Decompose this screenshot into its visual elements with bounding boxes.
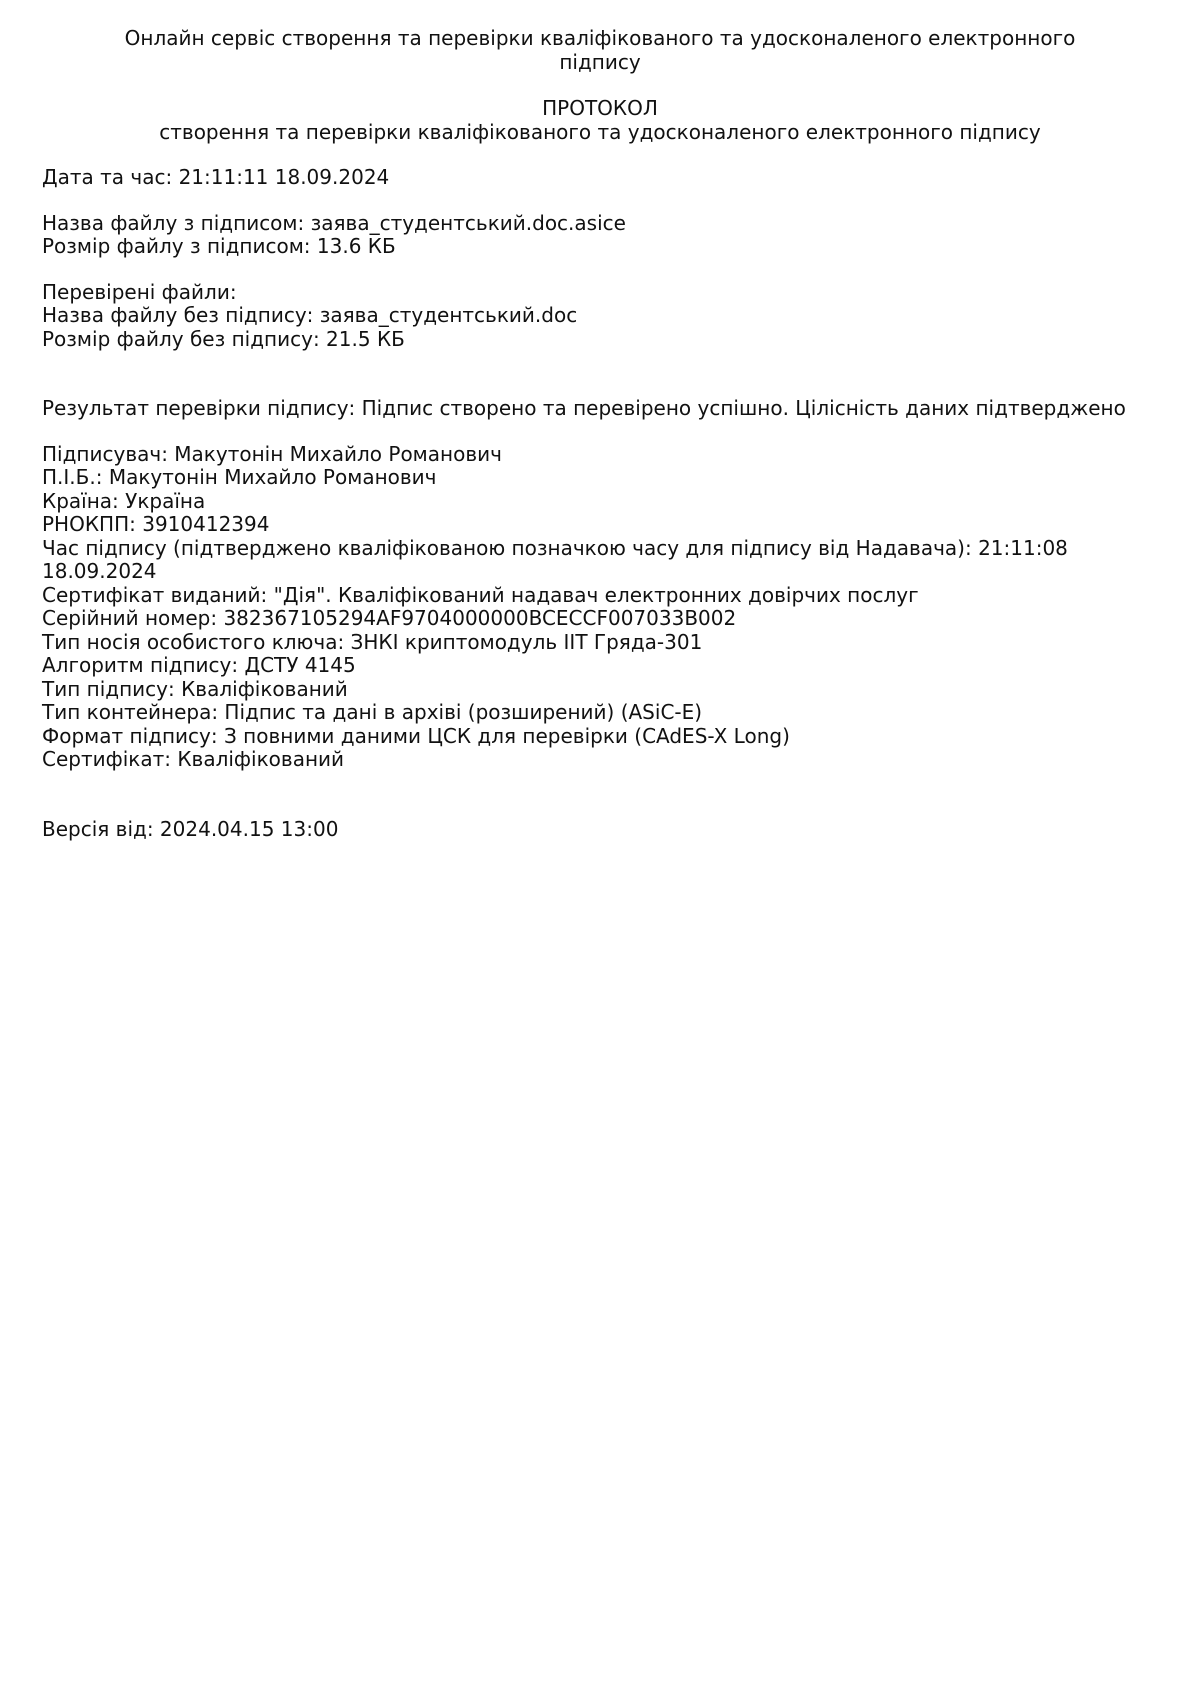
checked-files-heading: Перевірені файли: — [42, 279, 237, 304]
sign-time-line: Час підпису (підтверджено кваліфікованою позначкою часу для підпису від Надавача): 21:11:08 18.09.2024 — [42, 535, 1068, 583]
certificate-line: Сертифікат: Кваліфікований — [42, 747, 345, 771]
container-line: Тип контейнера: Підпис та дані в архіві (розширений) (ASiC-E) — [42, 700, 703, 724]
tax-id-line: РНОКПП: 3910412394 — [42, 512, 270, 536]
serial-line: Серійний номер: 382367105294AF9704000000BCECCF007033B002 — [42, 606, 737, 630]
protocol-subtitle: створення та перевірки кваліфікованого та удосконаленого електронного підпису — [159, 120, 1041, 144]
unsigned-file-name: Назва файлу без підпису: заява_студентський.doc — [42, 303, 578, 327]
service-title: Онлайн сервіс створення та перевірки кваліфікованого та удосконаленого електронного підпису — [124, 26, 1076, 74]
algorithm-line: Алгоритм підпису: ДСТУ 4145 — [42, 653, 356, 677]
datetime-line: Дата та час: 21:11:11 18.09.2024 — [42, 165, 390, 189]
key-media-line: Тип носія особистого ключа: ЗНКІ криптомодуль ІІТ Гряда-301 — [42, 629, 703, 654]
verification-result: Результат перевірки підпису: Підпис створено та перевірено успішно. Цілісність даних підтверджено — [42, 396, 1126, 420]
country-line: Країна: Україна — [42, 488, 206, 513]
format-line: Формат підпису: З повними даними ЦСК для перевірки (CAdES-X Long) — [42, 723, 790, 748]
sign-type-line: Тип підпису: Кваліфікований — [42, 676, 348, 701]
full-name-line: П.І.Б.: Макутонін Михайло Романович — [42, 465, 437, 489]
version-line: Версія від: 2024.04.15 13:00 — [42, 816, 339, 841]
signed-file-size: Розмір файлу з підписом: 13.6 КБ — [42, 234, 396, 258]
issuer-line: Сертифікат виданий: "Дія". Кваліфікований надавач електронних довірчих послуг — [42, 582, 919, 607]
signed-file-name: Назва файлу з підписом: заява_студентський.doc.asice — [42, 210, 626, 235]
protocol-heading-block — [42, 96, 1158, 144]
signer-line: Підписувач: Макутонін Михайло Романович — [42, 441, 502, 466]
protocol-label: ПРОТОКОЛ — [542, 96, 658, 120]
unsigned-file-size: Розмір файлу без підпису: 21.5 КБ — [42, 326, 405, 351]
